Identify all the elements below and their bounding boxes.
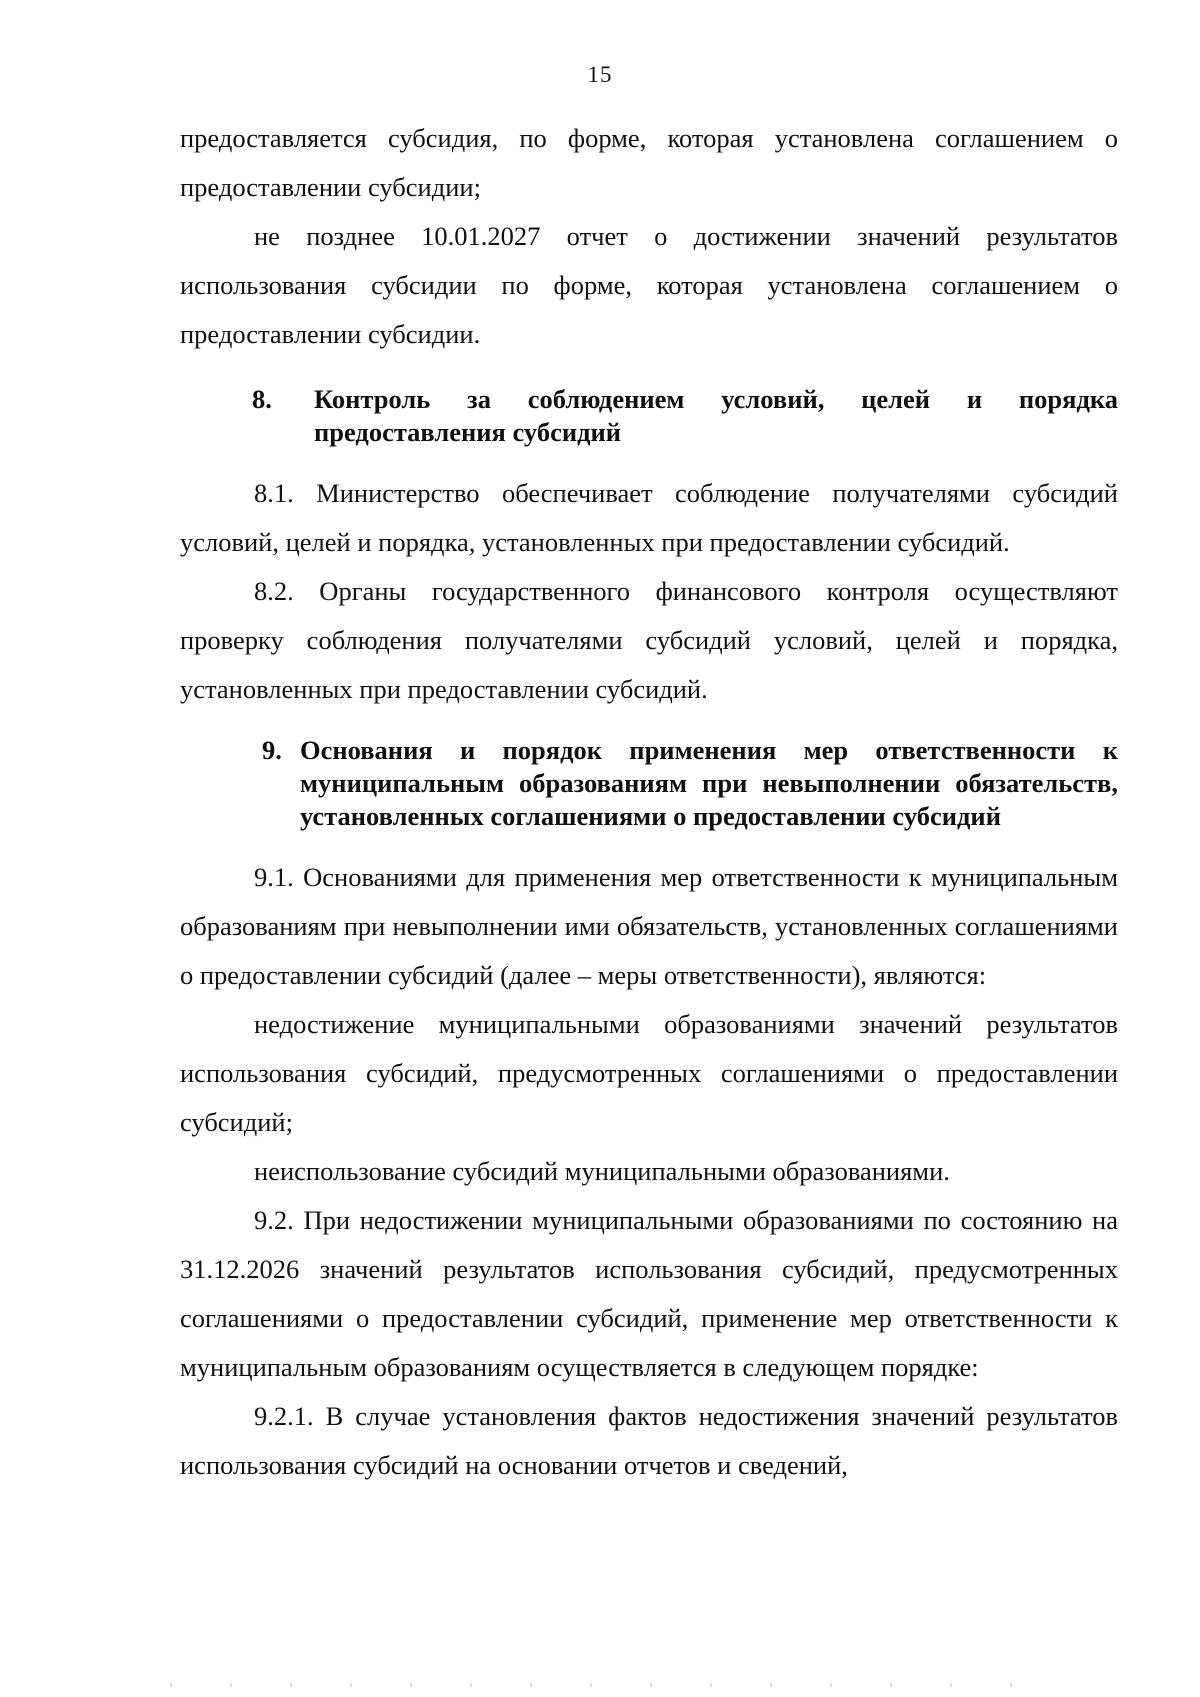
paragraph: предоставляется субсидия, по форме, которая установлена соглашением о предоставлении субсидии; (180, 123, 1118, 202)
paragraph-8-2: 8.2. Органы государственного финансового контроля осуществляют проверку соблюдения получателями субсидий условий, целей и порядка, установленных при предоставлении субсидий. (180, 576, 1118, 704)
paragraph-9-2-1: 9.2.1. В случае установления фактов недостижения значений результатов использования субсидий на основании отчетов и сведений, (180, 1401, 1118, 1480)
document-body (180, 114, 1118, 1490)
paragraph: недостижение муниципальными образованиями значений результатов использования субсидий, предусмотренных соглашениями о предоставлении субсидий; (180, 1009, 1118, 1137)
paragraph-9-2: 9.2. При недостижении муниципальными образованиями по состоянию на 31.12.2026 значений результатов использования субсидий, предусмотренных соглашениями о предоставлении субсидий, применение мер ответственности к муниципальным образованиям осуществляется в следующем порядке: (180, 1205, 1118, 1382)
paragraph-8-1: 8.1. Министерство обеспечивает соблюдение получателями субсидий условий, целей и порядка, установленных при предоставлении субсидий. (180, 478, 1118, 557)
page-number: 15 (587, 62, 613, 87)
scan-artifact (170, 1683, 1070, 1687)
paragraph: не позднее 10.01.2027 отчет о достижении значений результатов использования субсидии по форме, которая установлена соглашением о предоставлении субсидии. (180, 221, 1118, 349)
paragraph: неиспользование субсидий муниципальными образованиями. (254, 1156, 950, 1186)
section-9-heading (180, 734, 1118, 833)
section-title: Контроль за соблюдением условий, целей и порядка предоставления субсидий (314, 384, 1118, 447)
paragraph-9-1: 9.1. Основаниями для применения мер ответственности к муниципальным образованиям при невыполнении ими обязательств, установленных соглашениями о предоставлении субсидий (далее – меры ответственности), являются: (180, 862, 1118, 990)
section-title: Основания и порядок применения мер ответственности к муниципальным образованиям при невыполнении обязательств, установленных соглашениями о предоставлении субсидий (300, 735, 1118, 831)
section-number: 9. (262, 735, 282, 765)
section-number: 8. (252, 384, 272, 414)
section-8-heading (180, 383, 1118, 449)
